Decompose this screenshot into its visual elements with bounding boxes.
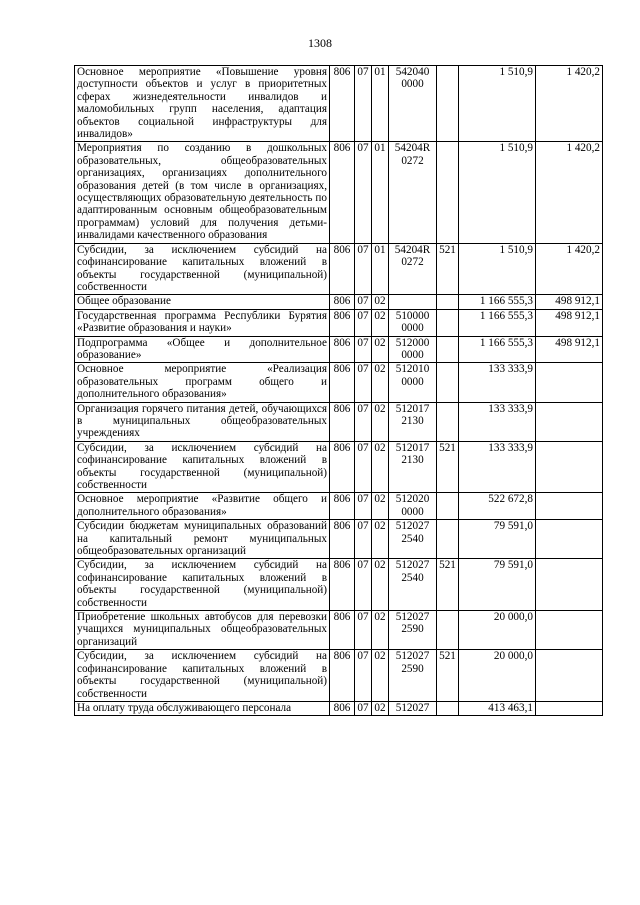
item-name: Государственная программа Республики Бурятия «Развитие образования и науки» — [75, 309, 330, 336]
ministry-code: 806 — [330, 520, 355, 559]
section-code: 07 — [355, 142, 372, 243]
amount-year-1: 79 591,0 — [459, 559, 536, 611]
section-code: 07 — [355, 66, 372, 142]
target-article-code: 512027 2540 — [389, 559, 437, 611]
subsection-code: 02 — [372, 336, 389, 363]
table-row — [75, 142, 603, 243]
target-article-code: 512010 0000 — [389, 363, 437, 402]
target-article-code: 512000 0000 — [389, 336, 437, 363]
target-article-code: 512017 2130 — [389, 441, 437, 493]
subsection-code: 02 — [372, 363, 389, 402]
section-code: 07 — [355, 650, 372, 702]
subsection-code: 02 — [372, 402, 389, 441]
amount-year-1: 522 672,8 — [459, 493, 536, 520]
target-article-code: 512017 2130 — [389, 402, 437, 441]
expense-type-code — [437, 336, 459, 363]
target-article-code: 512027 2590 — [389, 650, 437, 702]
item-name: Основное мероприятие «Развитие общего и дополнительного образования» — [75, 493, 330, 520]
amount-year-2 — [536, 402, 603, 441]
expense-type-code — [437, 402, 459, 441]
amount-year-2: 1 420,2 — [536, 243, 603, 295]
target-article-code: 512027 — [389, 701, 437, 715]
subsection-code: 02 — [372, 520, 389, 559]
amount-year-2 — [536, 520, 603, 559]
amount-year-2: 498 912,1 — [536, 295, 603, 309]
table-row — [75, 336, 603, 363]
ministry-code: 806 — [330, 701, 355, 715]
table-row — [75, 243, 603, 295]
ministry-code: 806 — [330, 441, 355, 493]
item-name: Субсидии, за исключением субсидий на софинансирование капитальных вложений в объекты государственной (муниципальной) собственности — [75, 441, 330, 493]
subsection-code: 02 — [372, 493, 389, 520]
section-code: 07 — [355, 295, 372, 309]
subsection-code: 02 — [372, 611, 389, 650]
target-article-code: 512020 0000 — [389, 493, 437, 520]
expense-type-code — [437, 142, 459, 243]
item-name: Подпрограмма «Общее и дополнительное образование» — [75, 336, 330, 363]
amount-year-2 — [536, 441, 603, 493]
ministry-code: 806 — [330, 611, 355, 650]
expense-type-code — [437, 520, 459, 559]
ministry-code: 806 — [330, 363, 355, 402]
expense-type-code: 521 — [437, 650, 459, 702]
table-row — [75, 441, 603, 493]
target-article-code: 54204R 0272 — [389, 142, 437, 243]
item-name: Приобретение школьных автобусов для перевозки учащихся муниципальных общеобразовательных организаций — [75, 611, 330, 650]
target-article-code: 510000 0000 — [389, 309, 437, 336]
budget-table — [74, 65, 603, 716]
expense-type-code — [437, 295, 459, 309]
expense-type-code — [437, 363, 459, 402]
amount-year-2: 1 420,2 — [536, 142, 603, 243]
amount-year-2: 498 912,1 — [536, 336, 603, 363]
ministry-code: 806 — [330, 142, 355, 243]
table-row — [75, 493, 603, 520]
section-code: 07 — [355, 493, 372, 520]
item-name: Основное мероприятие «Реализация образовательных программ общего и дополнительного образования» — [75, 363, 330, 402]
subsection-code: 02 — [372, 559, 389, 611]
expense-type-code — [437, 66, 459, 142]
section-code: 07 — [355, 611, 372, 650]
amount-year-1: 1 166 555,3 — [459, 336, 536, 363]
ministry-code: 806 — [330, 336, 355, 363]
table-row — [75, 295, 603, 309]
target-article-code: 54204R 0272 — [389, 243, 437, 295]
ministry-code: 806 — [330, 243, 355, 295]
amount-year-1: 133 333,9 — [459, 402, 536, 441]
amount-year-2 — [536, 701, 603, 715]
target-article-code: 512027 2590 — [389, 611, 437, 650]
subsection-code: 02 — [372, 650, 389, 702]
amount-year-1: 413 463,1 — [459, 701, 536, 715]
table-row — [75, 650, 603, 702]
amount-year-1: 1 510,9 — [459, 66, 536, 142]
expense-type-code: 521 — [437, 441, 459, 493]
amount-year-1: 1 510,9 — [459, 142, 536, 243]
table-row — [75, 559, 603, 611]
ministry-code: 806 — [330, 650, 355, 702]
budget-table-body — [75, 66, 603, 716]
expense-type-code — [437, 701, 459, 715]
amount-year-1: 20 000,0 — [459, 650, 536, 702]
table-row — [75, 701, 603, 715]
amount-year-2: 498 912,1 — [536, 309, 603, 336]
amount-year-2 — [536, 611, 603, 650]
subsection-code: 02 — [372, 309, 389, 336]
section-code: 07 — [355, 363, 372, 402]
expense-type-code — [437, 309, 459, 336]
amount-year-1: 1 166 555,3 — [459, 295, 536, 309]
subsection-code: 01 — [372, 142, 389, 243]
amount-year-2: 1 420,2 — [536, 66, 603, 142]
amount-year-1: 133 333,9 — [459, 441, 536, 493]
table-row — [75, 363, 603, 402]
section-code: 07 — [355, 336, 372, 363]
ministry-code: 806 — [330, 559, 355, 611]
target-article-code: 512027 2540 — [389, 520, 437, 559]
item-name: Субсидии, за исключением субсидий на софинансирование капитальных вложений в объекты государственной (муниципальной) собственности — [75, 559, 330, 611]
ministry-code: 806 — [330, 493, 355, 520]
table-row — [75, 66, 603, 142]
table-row — [75, 611, 603, 650]
expense-type-code: 521 — [437, 559, 459, 611]
item-name: На оплату труда обслуживающего персонала — [75, 701, 330, 715]
section-code: 07 — [355, 520, 372, 559]
table-row — [75, 402, 603, 441]
expense-type-code: 521 — [437, 243, 459, 295]
ministry-code: 806 — [330, 66, 355, 142]
ministry-code: 806 — [330, 402, 355, 441]
item-name: Субсидии, за исключением субсидий на софинансирование капитальных вложений в объекты государственной (муниципальной) собственности — [75, 243, 330, 295]
subsection-code: 02 — [372, 441, 389, 493]
section-code: 07 — [355, 701, 372, 715]
ministry-code: 806 — [330, 295, 355, 309]
target-article-code: 542040 0000 — [389, 66, 437, 142]
amount-year-1: 133 333,9 — [459, 363, 536, 402]
item-name: Организация горячего питания детей, обучающихся в муниципальных общеобразовательных учреждениях — [75, 402, 330, 441]
amount-year-1: 1 166 555,3 — [459, 309, 536, 336]
item-name: Основное мероприятие «Повышение уровня доступности объектов и услуг в приоритетных сферах жизнедеятельности инвалидов и маломобильных групп населения, адаптация объектов социальной инфраструктуры для инвалидов» — [75, 66, 330, 142]
section-code: 07 — [355, 441, 372, 493]
amount-year-2 — [536, 559, 603, 611]
expense-type-code — [437, 493, 459, 520]
target-article-code — [389, 295, 437, 309]
section-code: 07 — [355, 559, 372, 611]
amount-year-2 — [536, 363, 603, 402]
table-row — [75, 309, 603, 336]
amount-year-1: 79 591,0 — [459, 520, 536, 559]
table-row — [75, 520, 603, 559]
section-code: 07 — [355, 402, 372, 441]
subsection-code: 01 — [372, 66, 389, 142]
subsection-code: 01 — [372, 243, 389, 295]
amount-year-2 — [536, 650, 603, 702]
page-number: 1308 — [308, 36, 332, 50]
item-name: Субсидии бюджетам муниципальных образований на капитальный ремонт муниципальных общеобразовательных организаций — [75, 520, 330, 559]
item-name: Общее образование — [75, 295, 330, 309]
item-name: Мероприятия по созданию в дошкольных образовательных, общеобразовательных организациях, организациях дополнительного образования детей (в том числе в организациях, осуществляющих образовательную деятельность по адаптированным основным общеобразовательным программам) условий для получения детьми-инвалидами качественного образования — [75, 142, 330, 243]
item-name: Субсидии, за исключением субсидий на софинансирование капитальных вложений в объекты государственной (муниципальной) собственности — [75, 650, 330, 702]
amount-year-1: 1 510,9 — [459, 243, 536, 295]
ministry-code: 806 — [330, 309, 355, 336]
subsection-code: 02 — [372, 295, 389, 309]
amount-year-1: 20 000,0 — [459, 611, 536, 650]
amount-year-2 — [536, 493, 603, 520]
section-code: 07 — [355, 309, 372, 336]
subsection-code: 02 — [372, 701, 389, 715]
expense-type-code — [437, 611, 459, 650]
section-code: 07 — [355, 243, 372, 295]
